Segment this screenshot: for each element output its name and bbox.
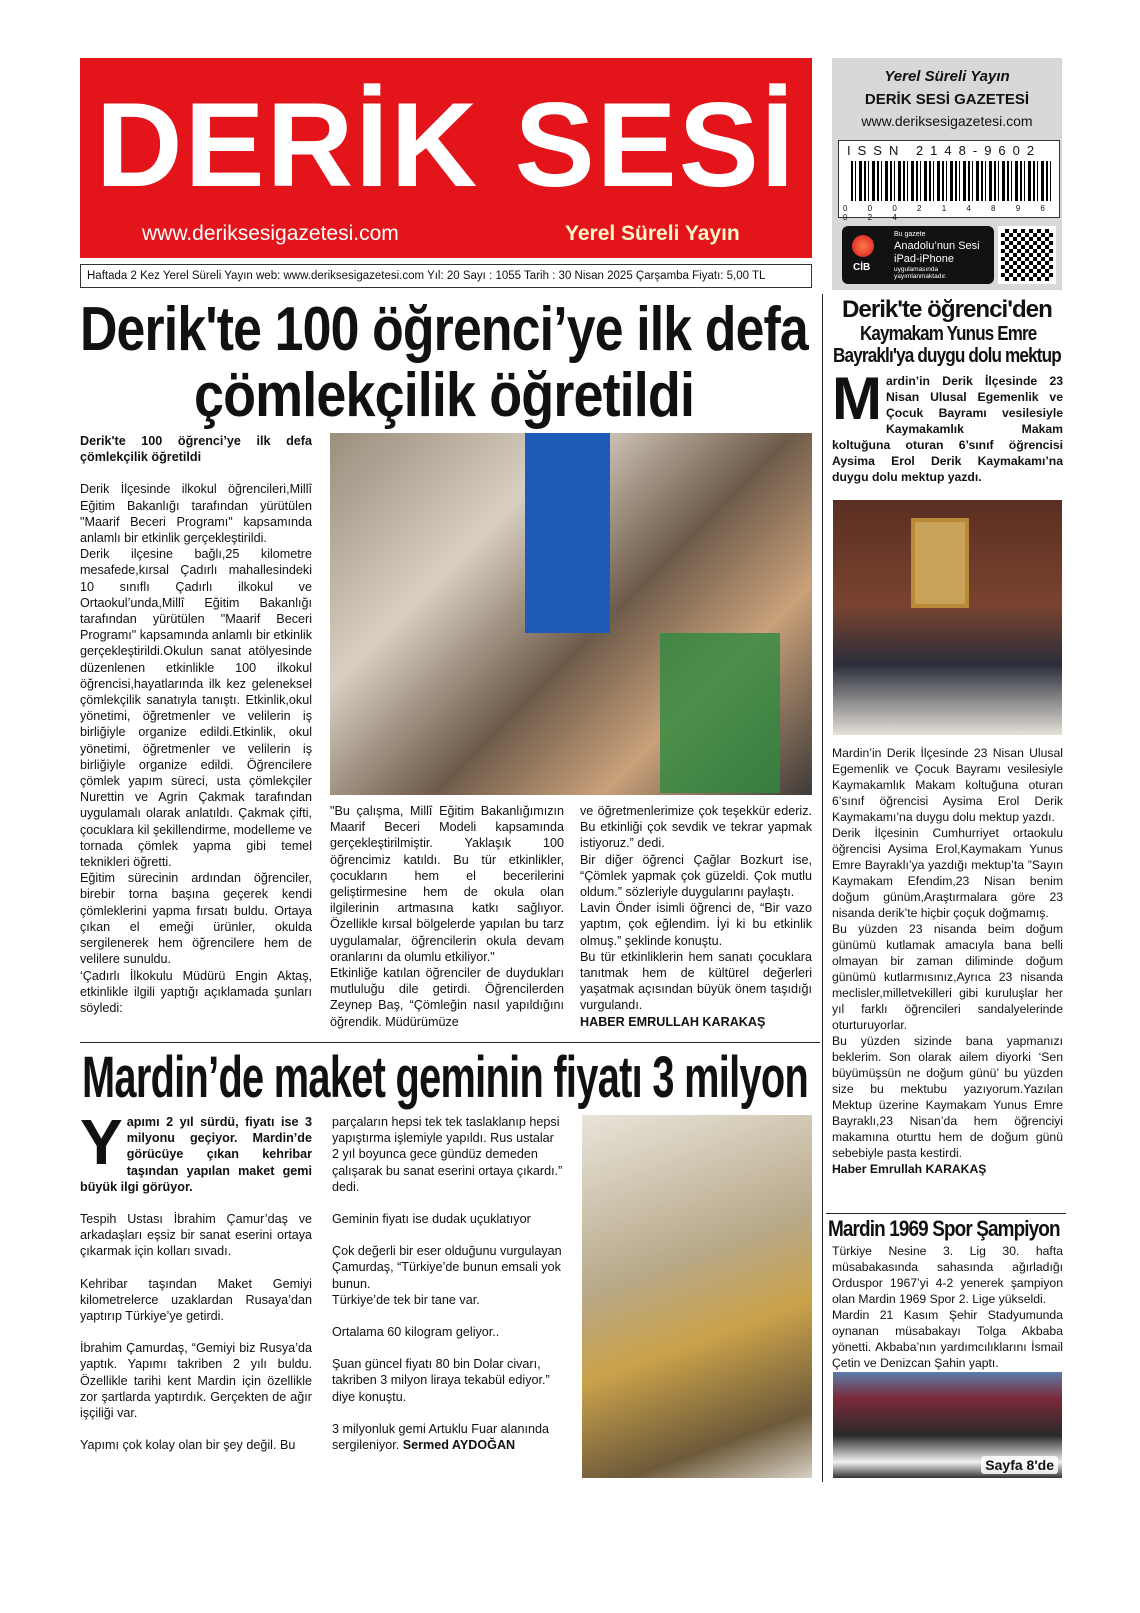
paragraph: Kehribar taşından Maket Gemiyi kilometrelerce uzaklardan Rusaya’dan yaptırıp Türkiye’ye getirdi.: [80, 1276, 312, 1324]
paragraph: Bu tür etkinliklerin hem sanatı çocuklara tanıtmak hem de kültürel değerleri yaşatmak açısından büyük önem taşıdığı vurgulandı.: [580, 949, 812, 1013]
team-celebration-photo: [833, 1372, 1062, 1478]
section-divider: [80, 1042, 820, 1043]
paragraph: Çok değerli bir eser olduğunu vurgulayan Çamurdaş, “Türkiye’de bunun emsali yok bunun.: [332, 1244, 562, 1291]
article-column: [332, 1114, 564, 1453]
article-column: [80, 1106, 312, 1453]
paragraph: Derik İlçesinde ilkokul öğrencileri,Millî Eğitim Bakanlığı tarafından yürütülen "Maarif Beceri Programı" kapsamında anlamlı bir etkinlik gerçekleştirildi.: [80, 482, 312, 546]
section-divider: [826, 1213, 1066, 1214]
cib-text: uygulamasında yayımlanmaktadır.: [894, 266, 947, 280]
box-url[interactable]: www.deriksesigazetesi.com: [861, 113, 1033, 129]
banner-shape: [525, 433, 610, 633]
barcode-icon: [851, 161, 1051, 201]
page-reference[interactable]: Sayfa 8'de: [981, 1456, 1058, 1474]
headline: Derik'te öğrenci'den: [842, 296, 1052, 323]
paragraph: Yapımı çok kolay olan bir şey değil. Bu: [80, 1438, 296, 1453]
headline: çömlekçilik öğretildi: [194, 361, 695, 430]
cib-text: Anadolu’nun Sesi: [894, 240, 980, 252]
byline: Haber Emrullah KARAKAŞ: [832, 1162, 987, 1176]
barcode-digits: 0 0 0 2 1 4 8 9 6 0 2 4: [843, 204, 1054, 222]
column-divider: [822, 294, 823, 1482]
paragraph: Türkiye Nesine 3. Lig 30. hafta müsabakasında sahasında ağırladığı Orduspor 1967’yi 4-2 yenerek şampiyon olan Mardin 1969 Spor 2. Lige yükseldi.: [832, 1244, 1063, 1306]
paragraph: Türkiye’de tek bir tane var.: [332, 1292, 480, 1307]
article-lead-block: [832, 365, 1063, 485]
issue-info-bar: Haftada 2 Kez Yerel Süreli Yayın web: www.deriksesigazetesi.com Yıl: 20 Sayı : 1055 Tarih : 30 Nisan 2025 Çarşamba Fiyatı: 5,00 TL: [80, 264, 812, 288]
drop-cap: M: [832, 365, 882, 432]
amber-ship-photo: [582, 1115, 812, 1478]
paragraph: Şuan güncel fiyatı 80 bin Dolar civarı, takriben 3 milyon liraya tekabül ediyor.” diye konuştu.: [332, 1357, 550, 1404]
article-column: [832, 1243, 1063, 1371]
paragraph: Derik ilçesine bağlı,25 kilometre mesafede,kırsal Çadırlı mahallesindeki 10 sınıflı Çadırlı ilkokul ve Ortaokul’unda,Millî Eğitim Bakanlığı tarafından yürütülen "Maarif Beceri Programı" kapsamında anlamlı bir etkinlik gerçekleştirildi.Okulun sanat atölyesinde düzenlenen etkinlikle 100 ilkokul öğrencisi,hayatlarında ilk kez geleneksel çömlekçilik sanatıyla tanıştı. Etkinlik,okul yönetimi, öğretmenler ve velilerin iş birliğiyle organize edildi.Etkinlik, okul yönetimi, öğretmenler ve velilerin iş birliğiyle organize edildi. Öğrencilere çömlek yapım süreci, usta çömlekçiler Nurettin ve Agrin Çakmak tarafından uygulamalı olarak anlatıldı. Çakmak çifti, çocuklara kil şekillendirme, modelleme ve tornada çömlek yapma gibi temel teknikleri öğretti.: [80, 547, 312, 870]
students-shape: [660, 633, 780, 793]
headline: Mardin 1969 Spor Şampiyon: [828, 1216, 1060, 1241]
article-column: [80, 433, 312, 1016]
paragraph: Lavin Önder isimli öğrenci de, “Bir vazo yaptım, çok eğlendim. İyi ki bu etkinlik olmuş.” şeklinde konuştu.: [580, 901, 812, 948]
cib-text: Bu gazete: [894, 231, 926, 238]
paragraph: "Bu çalışma, Millî Eğitim Bakanlığımızın Maarif Beceri Modeli kapsamında gerçekleştirilmiştir. Yaklaşık 100 öğrencimiz katıldı. Bu tür etkinlikler, çocukların hem el becerilerini geliştirmesine hem de okula olan ilgilerinin artmasına katkı sağlıyor. Özellikle kırsal bölgelerde yapılan bu tarz uygulamalar, öğrencilerin okula devam oranlarını da olumlu etkiliyor.": [330, 804, 564, 964]
paragraph: Bir diğer öğrenci Çağlar Bozkurt ise, “Çömlek yapmak çok güzeldi. Çok mutlu oldum.” sözleriyle duygularını paylaştı.: [580, 852, 812, 900]
qr-code-icon[interactable]: [998, 226, 1056, 284]
paragraph: ve öğretmenlerimize çok teşekkür ederiz. Bu etkinliği çok sevdik ve tekrar yapmak istiyoruz.” dedi.: [580, 804, 812, 851]
paragraph: Etkinliğe katılan öğrenciler de duydukları mutluluğu dile getirdi. Öğrencilerden Zeynep Baş, “Çömleğin nasıl yapıldığını öğrendik. Müdürümüze: [330, 966, 564, 1029]
headline: Bayraklı'ya duygu dolu mektup: [833, 345, 1061, 367]
paragraph: Bu yüzden sizinde bana yapmanızı beklerim. Son olarak ailem diyorki ‘Sen büyümüşsün ne doğum günü’ bu yüzden size bu mektubu yazıyorum.Yazılan Mektup üzerine Kaymakam Yunus Emre Bayraklı,23 Nisan’da hem öğrenciyi makamına oturttu hem de doğum günü sebebiyle pasta kestirdi.: [832, 1034, 1063, 1160]
article-column: [330, 803, 564, 1030]
headline: Mardin’de maket geminin fiyatı 3 milyon: [82, 1045, 809, 1110]
masthead: [80, 58, 812, 258]
kaymakam-student-photo: [833, 500, 1062, 735]
box-paper-name: DERİK SESİ GAZETESİ: [864, 91, 1030, 108]
cib-text: iPad-iPhone: [894, 253, 954, 265]
issn-number: ISSN 2148-9602: [847, 143, 1042, 158]
masthead-url[interactable]: www.deriksesigazetesi.com: [142, 222, 399, 245]
paragraph: İbrahim Çamurdaş, “Gemiyi biz Rusya’da yaptık. Yapımı takriben 2 yılı buldu. Özellikle tarihi kent Mardin için özellikle zor şartlarda yaptırdık. Gerçekten de ağır işçiliği var.: [80, 1341, 312, 1421]
paragraph: 3 milyonluk gemi Artuklu Fuar alanında sergileniyor.: [332, 1421, 550, 1453]
byline: HABER EMRULLAH KARAKAŞ: [580, 1014, 766, 1029]
portrait-frame: [911, 518, 969, 608]
cib-logo-text: CİB: [853, 262, 871, 273]
paragraph: Mardin’in Derik İlçesinde 23 Nisan Ulusal Egemenlik ve Çocuk Bayramı vesilesiyle Kaymakamlık Makam koltuğuna oturan 6’sınıf öğrencisi Aysima Erol Derik Kaymakamı’na duygu dolu mektup yazdı.: [832, 746, 1063, 824]
article-column: [580, 803, 812, 1030]
paragraph: Mardin 21 Kasım Şehir Stadyumunda oynanan müsabakayı Tolga Akbaba yönetti. Akbaba’nın yardımcılıklarını İsmail Çetin ve Denizcan Şahin yaptı.: [832, 1308, 1063, 1370]
pottery-workshop-photo: [330, 433, 812, 795]
paragraph: Derik İlçesinin Cumhurriyet ortaokulu öğrencisi Aysima Erol,Kaymakam Yunus Emre Bayraklı’ya yazdığı mektup’ta ”Sayın Kaymakam Efendim,23 Nisan benim doğum günüm,Araştırmalara göre 23 nisanda derik’te hiçbir çoçuk doğmamış.: [832, 826, 1063, 920]
article-lead: ardin’in Derik İlçesinde 23 Nisan Ulusal Egemenlik ve Çocuk Bayramı vesilesiyle Kaymakamlık Makam koltuğuna oturan 6’sınıf öğrencisi Aysima Erol Derik Kaymakamı’na duygu dolu mektup yazdı.: [832, 374, 1063, 484]
article-subtitle: Derik'te 100 öğrenci’ye ilk defa çömlekçilik öğretildi: [80, 434, 312, 465]
newspaper-logo: DERİK SESİ: [95, 78, 797, 212]
paragraph: Geminin fiyatı ise dudak uçuklatıyor: [332, 1212, 531, 1227]
masthead-tagline: Yerel Süreli Yayın: [565, 222, 740, 245]
cib-seal-icon: [852, 235, 874, 257]
cib-app-badge[interactable]: [842, 226, 994, 284]
paragraph: ‘Çadırlı İlkokulu Müdürü Engin Aktaş, etkinlikle ilgili yaptığı açıklamada şunları söyledi:: [80, 968, 312, 1015]
paragraph: parçaların hepsi tek tek taslaklanıp hepsi yapıştırma işlemiyle yapıldı. Rus ustalar 2 yıl boyunca gece gündüz demeden çalışarak bu sanat eserini ortaya çıkardı.” dedi.: [332, 1115, 563, 1194]
box-tagline: Yerel Süreli Yayın: [884, 68, 1010, 85]
headline: Derik'te 100 öğrenci’ye ilk defa: [80, 295, 808, 364]
paragraph: Tespih Ustası İbrahim Çamur’daş ve arkadaşları eşsiz bir sanat eserini ortaya çıkarmak için kolları sıvadı.: [80, 1212, 312, 1259]
paragraph: Eğitim sürecinin ardından öğrenciler, birebir torna başına geçerek kendi çömleklerini yapma fırsatı buldu. Ortaya çıkan el emeği ürünler, okulda sergilenerek hem öğrencilere hem de velilere sunuldu.: [80, 871, 312, 967]
publication-info-box: [832, 58, 1062, 290]
issn-barcode: [838, 140, 1060, 222]
headline: Kaymakam Yunus Emre: [860, 323, 1037, 345]
article-column: [832, 745, 1063, 1177]
drop-cap: Y: [80, 1106, 123, 1178]
article-lead: apımı 2 yıl sürdü, fiyatı ise 3 milyonu geçiyor. Mardin’de görücüye çıkan kehribar taşından yapılan maket gemi büyük ilgi görüyor.: [80, 1115, 312, 1194]
paragraph: Ortalama 60 kilogram geliyor..: [332, 1325, 500, 1340]
paragraph: Bu yüzden 23 nisanda beim doğum günümü kutlamak amacıyla bana belli olmayan bir zaman diliminde doğum günümü kutlarmısınız,Ayrıca 23 nisanda meclisler,milletvekilleri gibi kuruluşlar her yıl farklı öğrencileri sandalyelerinde oturturuyorlar.: [832, 922, 1063, 1032]
byline: Sermed AYDOĞAN: [402, 1438, 516, 1453]
